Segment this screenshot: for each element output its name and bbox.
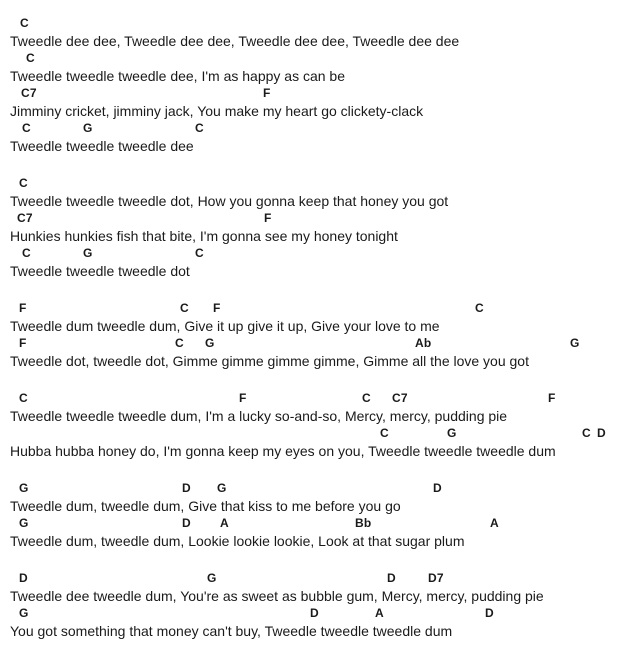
- chord-label: C7: [17, 211, 33, 225]
- song-section: [0, 480, 620, 550]
- song-line: [0, 15, 620, 50]
- lyric-text: You got something that money can't buy, Tweedle tweedle tweedle dum: [10, 623, 453, 639]
- chord-label: F: [19, 336, 27, 350]
- lyric-text: Tweedle tweedle tweedle dee, I'm as happy as can be: [10, 68, 345, 84]
- lyric-text: Tweedle dot, tweedle dot, Gimme gimme gimme gimme, Gimme all the love you got: [10, 353, 529, 369]
- chord-label: C: [195, 246, 204, 260]
- chord-row: [0, 515, 620, 532]
- song-line: [0, 335, 620, 370]
- chord-label: D: [310, 606, 319, 620]
- chord-label: Ab: [415, 336, 432, 350]
- chord-label: F: [264, 211, 272, 225]
- song-line: [0, 605, 620, 640]
- chord-row: [0, 300, 620, 317]
- chord-label: D: [182, 516, 191, 530]
- song-section: [0, 175, 620, 280]
- chord-label: G: [217, 481, 227, 495]
- chord-label: G: [207, 571, 217, 585]
- lyric-text: Tweedle dum, tweedle dum, Lookie lookie lookie, Look at that sugar plum: [10, 533, 465, 549]
- chord-label: G: [19, 606, 29, 620]
- chord-label: G: [447, 426, 457, 440]
- chord-label: F: [19, 301, 27, 315]
- song-section: [0, 15, 620, 155]
- lyric-text: Tweedle dee dee, Tweedle dee dee, Tweedle dee dee, Tweedle dee dee: [10, 33, 460, 49]
- song-section: [0, 390, 620, 460]
- chord-label: F: [263, 86, 271, 100]
- chord-row: [0, 175, 620, 192]
- chord-label: F: [239, 391, 247, 405]
- song-section: [0, 300, 620, 370]
- chord-label: G: [83, 121, 93, 135]
- chord-label: C7: [21, 86, 37, 100]
- chord-row: [0, 335, 620, 352]
- lyric-text: Tweedle tweedle tweedle dot: [10, 263, 190, 279]
- chord-label: G: [570, 336, 580, 350]
- song-line: [0, 175, 620, 210]
- lyric-text: Tweedle tweedle tweedle dee: [10, 138, 194, 154]
- chord-label: G: [19, 516, 29, 530]
- song-line: [0, 480, 620, 515]
- chord-row: [0, 120, 620, 137]
- chord-row: [0, 15, 620, 32]
- lyric-text: Hunkies hunkies fish that bite, I'm gonna see my honey tonight: [10, 228, 398, 244]
- song-line: [0, 570, 620, 605]
- chord-label: G: [83, 246, 93, 260]
- lyric-text: Tweedle dum, tweedle dum, Give that kiss to me before you go: [10, 498, 401, 514]
- chord-label: G: [19, 481, 29, 495]
- chord-row: [0, 480, 620, 497]
- chord-row: [0, 245, 620, 262]
- song-line: [0, 300, 620, 335]
- chord-label: Bb: [355, 516, 372, 530]
- lyric-text: Tweedle dum tweedle dum, Give it up give it up, Give your love to me: [10, 318, 440, 334]
- chord-label: A: [375, 606, 384, 620]
- chord-label: C: [195, 121, 204, 135]
- chord-label: D: [387, 571, 396, 585]
- chord-row: [0, 605, 620, 622]
- chord-row: [0, 50, 620, 67]
- chord-label: F: [213, 301, 221, 315]
- chord-label: F: [548, 391, 556, 405]
- song-section: [0, 570, 620, 640]
- lyric-text: Tweedle tweedle tweedle dum, I'm a lucky so-and-so, Mercy, mercy, pudding pie: [10, 408, 508, 424]
- chord-row: [0, 210, 620, 227]
- chord-label: C: [180, 301, 189, 315]
- chord-label: C: [26, 51, 35, 65]
- lyric-text: Hubba hubba honey do, I'm gonna keep my eyes on you, Tweedle tweedle tweedle dum: [10, 443, 556, 459]
- chord-row: [0, 85, 620, 102]
- chord-label: C: [582, 426, 591, 440]
- song-line: [0, 515, 620, 550]
- chord-label: G: [205, 336, 215, 350]
- chord-label: C: [380, 426, 389, 440]
- lyric-text: Tweedle dee tweedle dum, You're as sweet as bubble gum, Mercy, mercy, pudding pie: [10, 588, 544, 604]
- chord-label: A: [220, 516, 229, 530]
- chord-label: C7: [392, 391, 408, 405]
- chord-label: D: [597, 426, 606, 440]
- chord-label: C: [175, 336, 184, 350]
- chord-label: C: [475, 301, 484, 315]
- chord-label: C: [362, 391, 371, 405]
- song-line: [0, 390, 620, 425]
- chord-row: [0, 425, 620, 442]
- chord-label: D: [19, 571, 28, 585]
- chord-label: C: [22, 246, 31, 260]
- song-line: [0, 210, 620, 245]
- chord-label: C: [22, 121, 31, 135]
- chord-label: C: [19, 176, 28, 190]
- song-line: [0, 85, 620, 120]
- song-line: [0, 120, 620, 155]
- chord-row: [0, 390, 620, 407]
- song-line: [0, 245, 620, 280]
- chord-label: D7: [428, 571, 444, 585]
- chord-label: A: [490, 516, 499, 530]
- song-line: [0, 50, 620, 85]
- chord-label: D: [182, 481, 191, 495]
- chord-row: [0, 570, 620, 587]
- chord-label: D: [485, 606, 494, 620]
- lyric-text: Jimminy cricket, jimminy jack, You make my heart go clickety-clack: [10, 103, 424, 119]
- chord-label: D: [433, 481, 442, 495]
- chord-label: C: [19, 391, 28, 405]
- chord-label: C: [20, 16, 29, 30]
- lyric-text: Tweedle tweedle tweedle dot, How you gonna keep that honey you got: [10, 193, 449, 209]
- song-line: [0, 425, 620, 460]
